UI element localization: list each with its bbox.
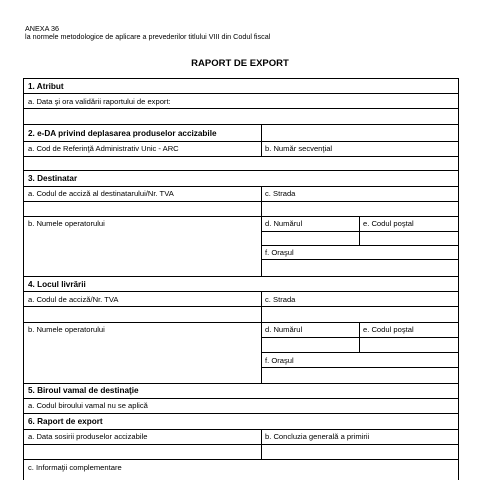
row-divider [24,124,458,125]
section-2-title: 2. e-DA privind deplasarea produselor accizabile [28,129,217,138]
row-divider [24,459,458,460]
row-divider [24,216,458,217]
row-divider [24,186,458,187]
annex-number: ANEXA 36 [25,24,59,33]
column-divider [261,124,262,156]
section-4-title: 4. Locul livrării [28,280,86,289]
field-1a-label: a. Data şi ora validării raportului de export: [28,97,171,106]
row-divider [261,352,458,353]
row-divider [24,306,458,307]
section-5-title: 5. Biroul vamal de destinaţie [28,386,139,395]
annex-subtitle: la normele metodologice de aplicare a prevederilor titlului VIII din Codul fiscal [25,32,271,41]
field-3e-label: e. Codul poştal [363,219,414,228]
field-4d-label: d. Numărul [265,325,303,334]
field-3f-label: f. Oraşul [265,248,294,257]
field-3a-label: a. Codul de acciză al destinatarului/Nr. TVA [28,189,174,198]
row-divider [24,156,458,157]
field-6c-label: c. Informaţii complementare [28,463,122,472]
field-4c-label: c. Strada [265,295,296,304]
field-2a-label: a. Cod de Referinţă Administrativ Unic - ARC [28,144,179,153]
row-divider [24,291,458,292]
row-divider [24,322,458,323]
row-divider [24,383,458,384]
field-4b-label: b. Numele operatorului [28,325,105,334]
field-3b-label: b. Numele operatorului [28,219,105,228]
row-divider [261,259,458,260]
row-divider [24,108,458,109]
row-divider [261,245,458,246]
column-divider [261,186,262,276]
field-4a-label: a. Codul de acciză/Nr. TVA [28,295,119,304]
field-6b-label: b. Concluzia generală a primirii [265,432,370,441]
field-4f-label: f. Oraşul [265,356,294,365]
row-divider [24,444,458,445]
field-6a-label: a. Data sosirii produselor accizabile [28,432,148,441]
row-divider [24,398,458,399]
section-6-title: 6. Raport de export [28,417,103,426]
export-report-form [23,78,459,480]
row-divider [24,170,458,171]
row-divider [24,141,458,142]
column-divider [261,291,262,383]
row-divider [24,429,458,430]
column-divider [359,216,360,245]
field-3c-label: c. Strada [265,189,296,198]
row-divider [24,413,458,414]
field-5a-label: a. Codul biroului vamal nu se aplică [28,401,148,410]
page-title: RAPORT DE EXPORT [191,58,289,69]
row-divider [261,367,458,368]
field-3d-label: d. Numărul [265,219,303,228]
column-divider [261,429,262,459]
section-3-title: 3. Destinatar [28,174,78,183]
row-divider [24,201,458,202]
row-divider [24,276,458,277]
row-divider [24,93,458,94]
field-4e-label: e. Codul poştal [363,325,414,334]
column-divider [359,322,360,352]
section-1-title: 1. Atribut [28,82,64,91]
field-2b-label: b. Număr secvenţial [265,144,333,153]
